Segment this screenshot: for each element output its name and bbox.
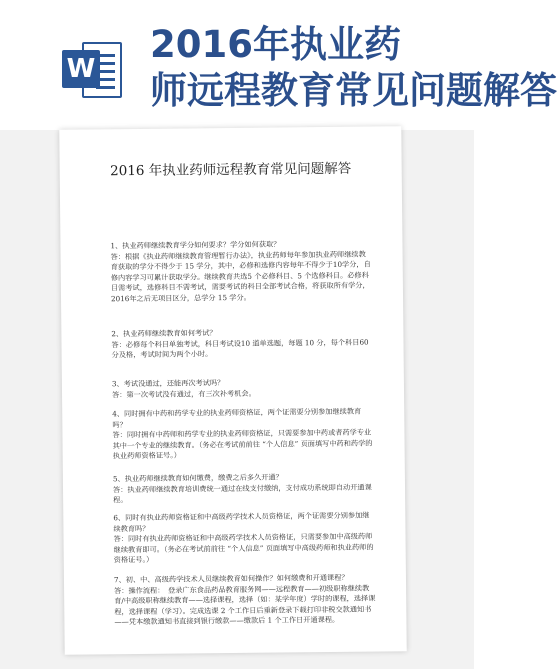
banner-title: [150, 22, 557, 114]
qa-item-2: [111, 327, 373, 362]
banner-title-line2: 师远程教育常见问题解答: [150, 69, 557, 112]
question: 3、考试没通过，还能再次考试吗？: [111, 378, 225, 389]
question: 5、执业药师继续教育如何缴费，缴费之后多久开通？: [112, 472, 283, 484]
answer: 答：根据《执业药师继续教育管理暂行办法》，执业药师每年参加执业药师继续教育获取的学分不得少于 15 学分，其中，必修和选修内容每年不得少于10学分，自修内容学习可累计获取学分。继续教育共选5 个必修科目、5 个选修科目。必修科目需考试，选修科目不需考试，需要考试的科目全部考试合格，将获取所有学分， 2016年之后无项目区分，总学分 15 学分。: [110, 249, 371, 304]
answer: 答：操作流程： 登录广东食品药品教育服务网——远程教育——初级职称继续教育/中高级职称继续教育——选择课程，选择（如：某学年度）学时的课程，选择课程，选择课程（学习）。完成选课 2 个工作日后重新登录下载打印非税交款通知书——凭本缴款通知书直接到银行缴款——缴款后 1 个工作日开通课程。: [114, 583, 376, 627]
answer: 答：执业药师继续教育培训费统一通过在线支付缴纳，支付成功系统即自动开通课程。: [112, 482, 372, 505]
question: 6、同时有执业药师资格证和中高级药学技术人员资格证，两个证需要分别参加继续教育吗？: [113, 510, 370, 533]
question: 2、执业药师继续教育如何考试？: [111, 328, 217, 339]
qa-item-4: [112, 407, 375, 463]
qa-item-7: [114, 573, 377, 629]
banner-title-line1: 2016年执业药: [150, 23, 401, 66]
qa-item-6: [113, 511, 376, 567]
answer: 答：同时拥有中药师和药学专业的执业药师资格证，只需要参加中药或者药学专业其中一个专业的继续教育。（务必在考试前前往 “个人信息” 页面填写中药和药学的执业药师资格证号。）: [112, 427, 373, 461]
answer: 答：必修每个科目单独考试，科目考试设10 道单选题，每题 10 分，每个科目60 分及格，考试时间为两个小时。: [111, 337, 369, 360]
answer: 答：第一次考试没有通过，有三次补考机会。: [111, 388, 256, 399]
document-page: [59, 126, 406, 655]
word-badge: W: [62, 50, 100, 88]
document-title: 2016 年执业药师远程教育常见问题解答: [110, 160, 352, 180]
qa-item-1: [110, 239, 373, 305]
qa-item-3: [112, 377, 374, 401]
question: 4、同时拥有中药和药学专业的执业药师资格证，两个证需要分别参加继续教育吗？: [112, 406, 362, 429]
question: 7、初、中、高级药学技术人员继续教育如何操作？如何缴费和开通课程？: [113, 572, 349, 585]
document-banner: [0, 0, 557, 130]
answer: 答：同时有执业药师资格证和中高级药学技术人员资格证，只需要参加中高级药师继续教育即可。（务必在考试前前往 “个人信息” 页面填写中高级药师和执业药师的资格证号。）: [113, 531, 374, 565]
qa-item-5: [113, 472, 375, 507]
word-icon: [62, 38, 124, 102]
question: 1、执业药师继续教育学分如何要求？学分如何获取？: [110, 239, 281, 251]
